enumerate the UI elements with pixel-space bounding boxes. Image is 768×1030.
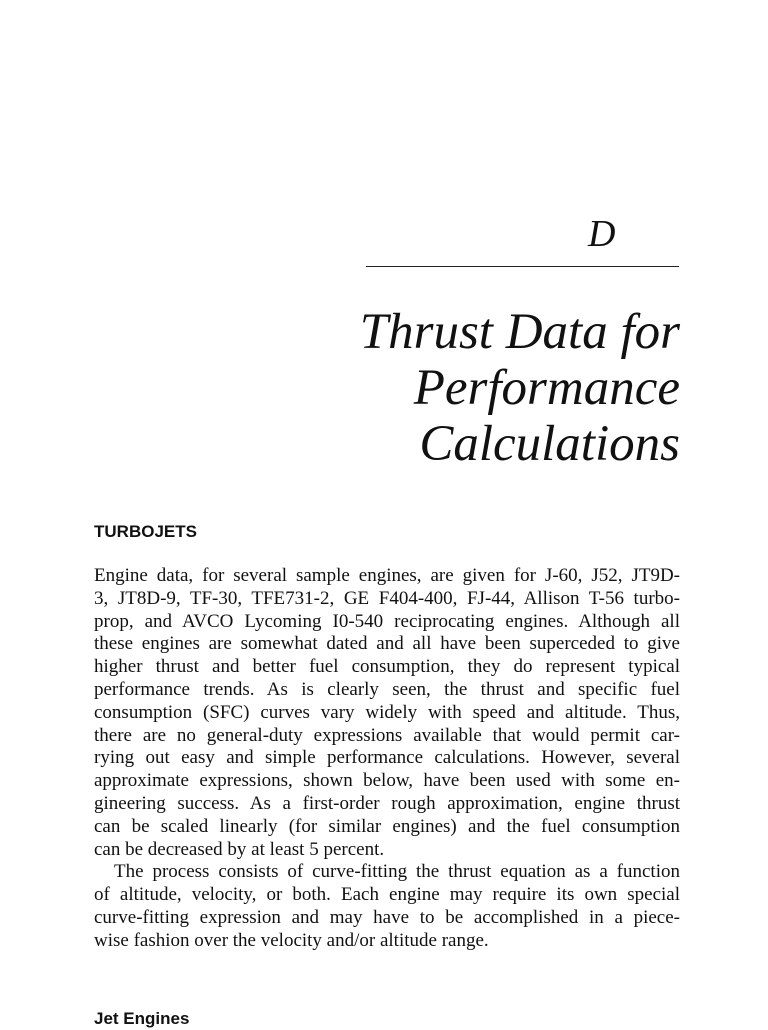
text-line: these engines are somewhat dated and all have been superceded to give bbox=[94, 633, 680, 655]
subsection-heading: Jet Engines bbox=[94, 1009, 190, 1028]
text-line: of altitude, velocity, or both. Each engine may require its own special bbox=[94, 884, 680, 906]
text-line: can be decreased by at least 5 percent. bbox=[94, 838, 385, 860]
text-line: prop, and AVCO Lycoming I0-540 reciprocating engines. Although all bbox=[94, 610, 680, 632]
text-line: performance trends. As is clearly seen, the thrust and specific fuel bbox=[94, 678, 680, 700]
chapter-divider bbox=[366, 266, 679, 267]
text-line: approximate expressions, shown below, have been used with some en- bbox=[94, 770, 680, 792]
text-line: consumption (SFC) curves vary widely with speed and altitude. Thus, bbox=[94, 701, 680, 723]
body-text bbox=[94, 565, 680, 953]
chapter-title-line: Calculations bbox=[419, 416, 680, 472]
paragraph-1 bbox=[94, 565, 680, 861]
text-line: gineering success. As a first-order rough approximation, engine thrust bbox=[94, 792, 680, 814]
chapter-letter: D bbox=[588, 213, 616, 255]
paragraph-2 bbox=[94, 861, 680, 952]
text-line: Engine data, for several sample engines, are given for J-60, J52, JT9D- bbox=[94, 565, 680, 586]
chapter-title-line: Performance bbox=[413, 360, 680, 416]
text-line: rying out easy and simple performance calculations. However, several bbox=[94, 747, 680, 769]
text-line: wise fashion over the velocity and/or altitude range. bbox=[94, 929, 489, 951]
chapter-title-line: Thrust Data for bbox=[359, 304, 680, 360]
text-line: The process consists of curve-fitting the thrust equation as a function bbox=[114, 861, 680, 883]
text-line: curve-fitting expression and may have to be accomplished in a piece- bbox=[94, 906, 680, 928]
text-line: 3, JT8D-9, TF-30, TFE731-2, GE F404-400, FJ-44, Allison T-56 turbo- bbox=[94, 587, 680, 609]
text-line: can be scaled linearly (for similar engines) and the fuel consumption bbox=[94, 815, 680, 837]
text-line: there are no general-duty expressions available that would permit car- bbox=[94, 724, 680, 746]
chapter-title bbox=[260, 304, 680, 472]
text-line: higher thrust and better fuel consumption, they do represent typical bbox=[94, 656, 680, 678]
section-heading: TURBOJETS bbox=[94, 522, 197, 541]
